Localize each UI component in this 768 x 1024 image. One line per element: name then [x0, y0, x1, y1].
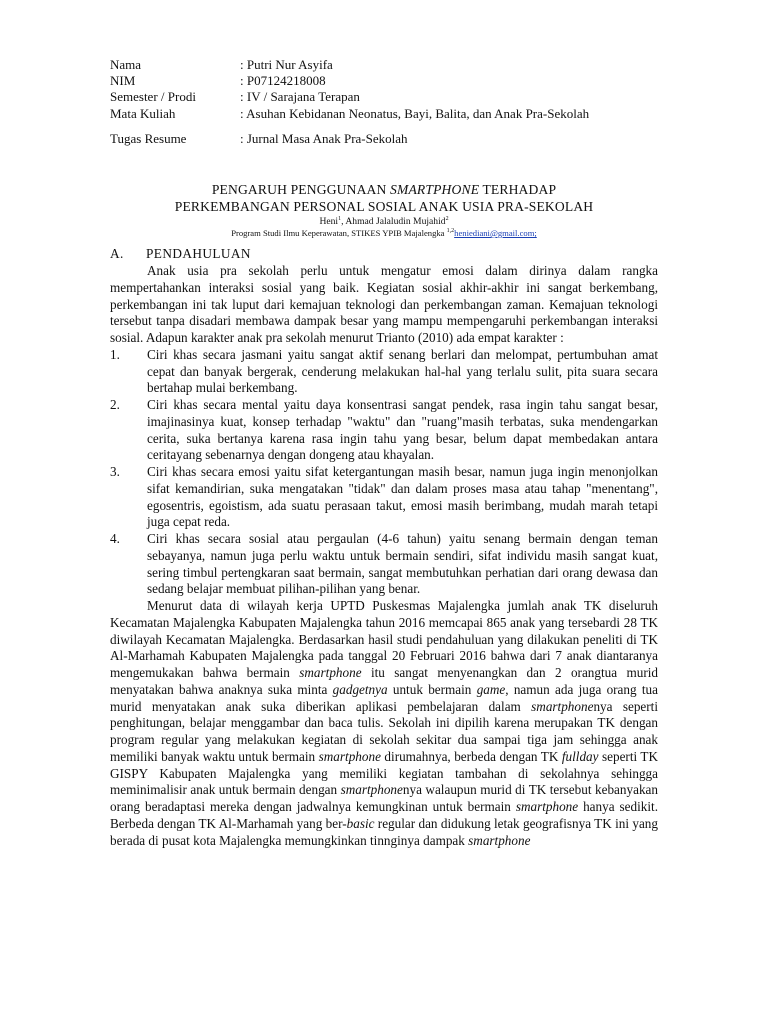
- list-text: Ciri khas secara jasmani yaitu sangat aktif senang berlari dan melompat, pertumbuhan amat cepat dan banyak bergerak, cenderung melakukan hal-hal yang terlalu sulit, pita suara secara bertahap mulai berkembang.: [147, 346, 658, 396]
- list-number: 3.: [110, 464, 120, 479]
- section-title: PENDAHULUAN: [146, 246, 251, 261]
- list-item: [110, 531, 658, 598]
- author-email-link[interactable]: heniediani@gmail.com;: [454, 228, 537, 238]
- info-row-mata-kuliah: [110, 106, 670, 122]
- data-paragraph: Menurut data di wilayah kerja UPTD Puskesmas Majalengka jumlah anak TK diseluruh Kecamatan Majalengka Kabupaten Majalengka tahun 2016 memcapai 865 anak yang tersebardi 28 TK diwilayah Kecamatan Majalengka. Berdasarkan hasil studi pendahuluan yang dilakukan peneliti di TK Al-Marhamah Kabupaten Majalengka pada tanggal 20 Februari 2016 bahwa dari 7 anak diantaranya mengemukakan bahwa bermain smartphone itu sangat menyenangkan dan 2 orangtua murid menyatakan bahwa anaknya suka minta gadgetnya untuk bermain game, namun ada juga orang tua murid menyatakan anak suka diberikan aplikasi pembelajaran dalam smartphonenya seperti penghitungan, belajar menggambar dan baca tulis. Sekolah ini dipilih karena merupakan TK dengan program regular yang melakukan kegiatan di sekolah sekitar dua sampai tiga jam sehingga anak memiliki banyak waktu untuk bermain smartphone dirumahnya, berbeda dengan TK fullday seperti TK GISPY Kabupaten Majalengka yang memiliki kegiatan tambahan di sekolahnya sehingga meminimalisir anak untuk bermain dengan smartphonenya walaupun murid di TK tersebut kebanyakan orang beradaptasi mereka dengan jadwalnya kemungkinan untuk bermain smartphone hanya sedikit. Berbeda dengan TK Al-Marhamah yang ber-basic regular dan didukung letak geografisnya TK ini yang berada di pusat kota Majalengka memungkinkan tinnginya dampak smartphone: [110, 598, 658, 848]
- info-label: NIM: [110, 73, 136, 89]
- student-info: [110, 57, 670, 147]
- article-title: [110, 182, 658, 215]
- info-row-nim: [110, 73, 670, 89]
- info-label: Mata Kuliah: [110, 105, 176, 121]
- list-text: Ciri khas secara sosial atau pergaulan (4-6 tahun) yaitu senang bermain dengan teman sebayanya, namun juga perlu waktu untuk bermain sendiri, sifat individu masih sangat kuat, sering timbul pertengkaran saat bermain, sangat membutuhkan perhatian dari orang dewasa dan sedang belajar membuat pilihan-pilihan yang benar.: [147, 531, 658, 597]
- article-body: [110, 263, 658, 849]
- characteristics-list: [110, 347, 658, 598]
- list-number: 2.: [110, 397, 120, 412]
- article-affiliation: Program Studi Ilmu Keperawatan, STIKES YPIB Majalengka $^{1,2}$heniediani@gmail.com;: [231, 228, 537, 238]
- list-item: [110, 464, 658, 531]
- title-line-1: PENGARUH PENGGUNAAN SMARTPHONE TERHADAP: [211, 182, 557, 197]
- info-value: : Asuhan Kebidanan Neonatus, Bayi, Balita, dan Anak Pra-Sekolah: [240, 105, 590, 121]
- info-label: Nama: [110, 57, 142, 72]
- section-number: A.: [110, 246, 124, 261]
- list-item: [110, 397, 658, 464]
- info-row-nama: [110, 57, 670, 73]
- info-value: : Putri Nur Asyifa: [240, 57, 333, 72]
- info-row-tugas: [110, 131, 670, 147]
- article-authors: Heni$^1$, Ahmad Jalaludin Mujahid$^2$: [319, 215, 449, 227]
- info-value: : P07124218008: [240, 73, 326, 89]
- info-value: : IV / Sarajana Terapan: [240, 89, 360, 105]
- list-text: Ciri khas secara mental yaitu daya konsentrasi sangat pendek, rasa ingin tahu sangat besar, imajinasinya kuat, konsep terhadap "waktu" dan "ruang"masih terbatas, suka mendengarkan cerita, suka bertanya karena rasa ingin tahu yang besar, belum dapat membedakan antara ceritayang sebenarnya dengan dongeng atau khayalan.: [147, 397, 658, 463]
- list-text: Ciri khas secara emosi yaitu sifat ketergantungan masih besar, namun juga ingin menonjolkan sifat kemandirian, suka mengatakan "tidak" dan dalam proses masa atau tahap "menentang", egosentris, egoistism, ada suatu perasaan takut, emosi masih berimbang, mudah marah tetapi juga cepat reda.: [147, 464, 658, 530]
- list-item: [110, 347, 658, 397]
- info-label: Tugas Resume: [110, 130, 187, 146]
- title-line-2: PERKEMBANGAN PERSONAL SOSIAL ANAK USIA PRA-SEKOLAH: [174, 198, 594, 214]
- info-value: : Jurnal Masa Anak Pra-Sekolah: [240, 130, 408, 146]
- list-number: 1.: [110, 346, 120, 362]
- list-number: 4.: [110, 531, 120, 546]
- info-label: Semester / Prodi: [110, 89, 196, 105]
- intro-paragraph: Anak usia pra sekolah perlu untuk mengatur emosi dalam dirinya dalam rangka mempertahankan interaksi sosial yang baik. Kegiatan sosial akhir-akhir ini sangat berkembang, perkembangan ini tak luput dari kemajuan teknologi dan perkembangan zaman. Kemajuan teknologi tersebut tanpa disadari membawa dampak besar yang mampu mempengaruhi perkembangan interaksi sosial. Adapun karakter anak pra sekolah menurut Trianto (2010) ada empat karakter :: [110, 263, 658, 345]
- section-heading: [110, 246, 251, 262]
- info-row-semester: [110, 89, 670, 105]
